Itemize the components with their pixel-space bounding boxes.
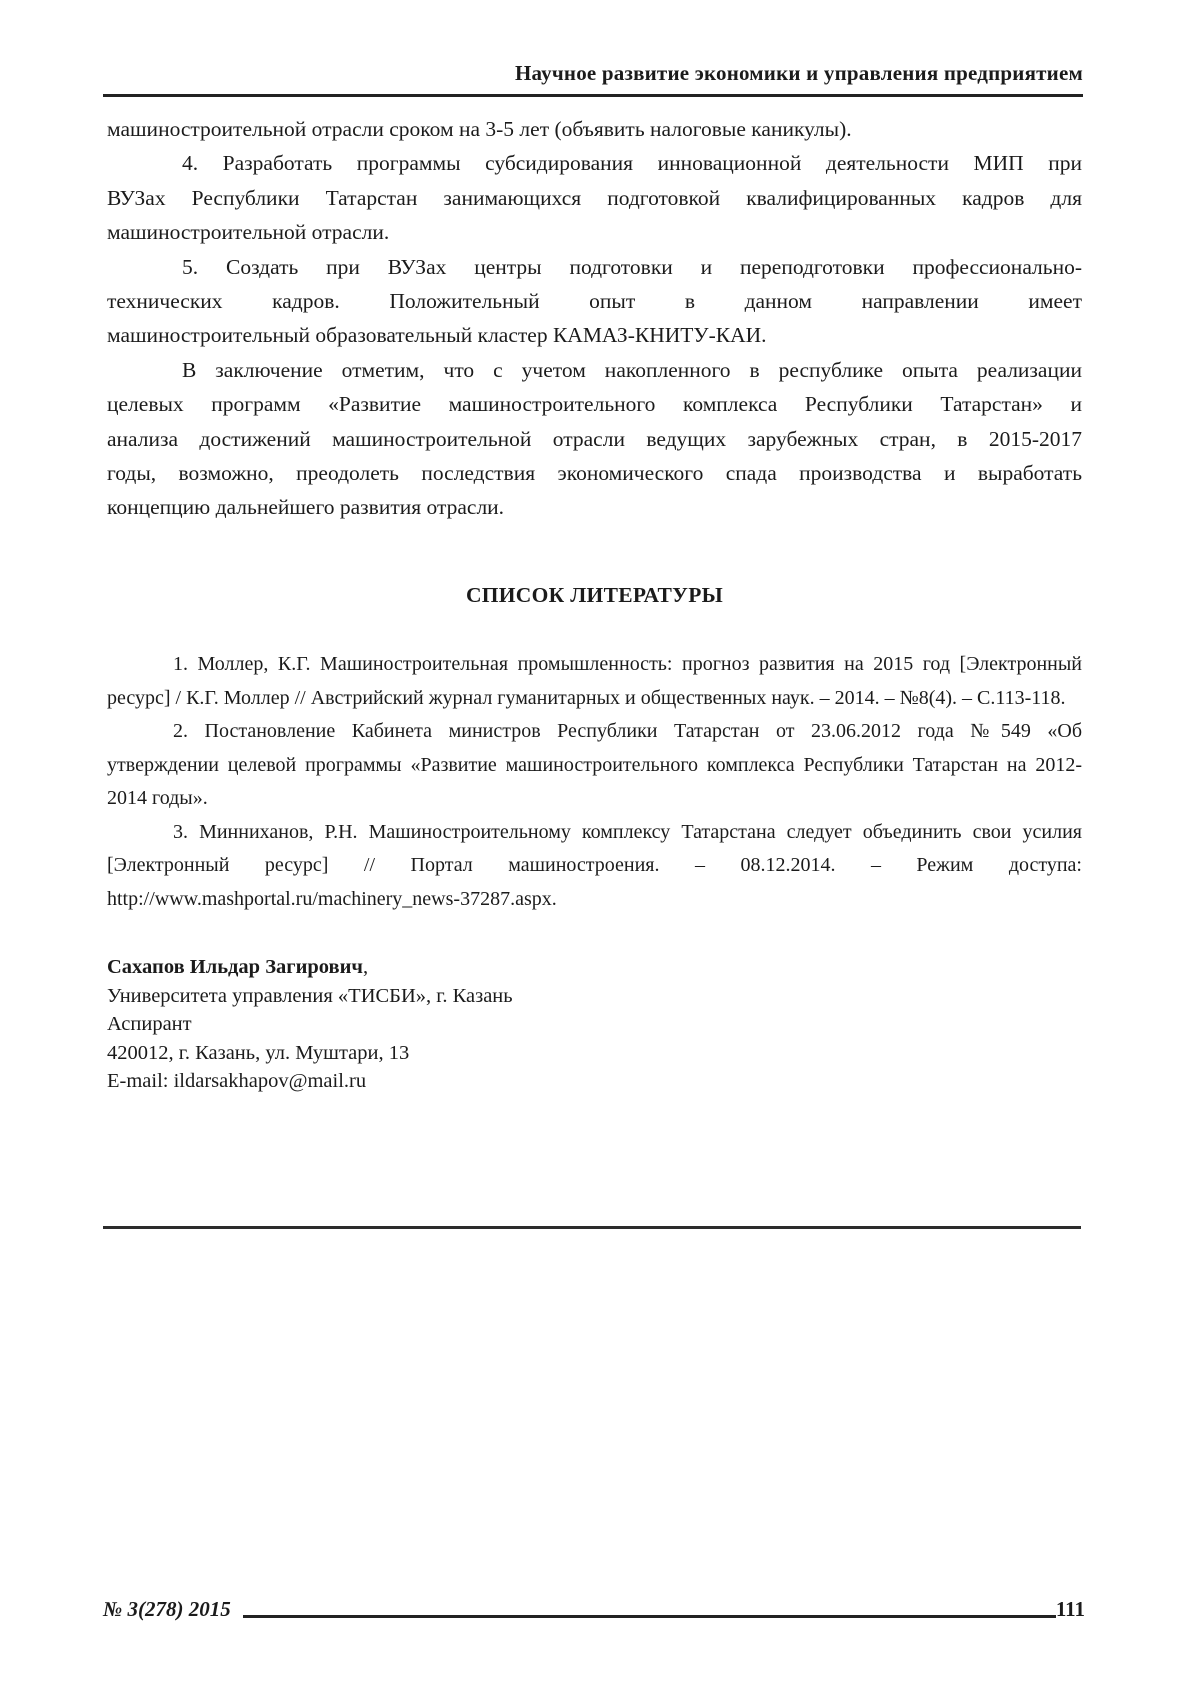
reference-item bbox=[107, 715, 1082, 816]
text-line: 2014 годы». bbox=[107, 787, 208, 809]
author-name-suffix: , bbox=[362, 956, 369, 978]
body-paragraph bbox=[107, 146, 1082, 249]
author-email: E-mail: ildarsakhapov@mail.ru bbox=[107, 1070, 367, 1093]
text-line: 2. Постановление Кабинета министров Республики Татарстан от 23.06.2012 года №549 «Об bbox=[173, 720, 1082, 742]
footer-rule bbox=[243, 1615, 1056, 1618]
text-line: В заключение отметим, что с учетом накопленного в республике опыта реализации bbox=[182, 357, 1082, 382]
text-line: ресурс] / К.Г. Моллер // Австрийский журнал гуманитарных и общественных наук. – 2014. – №8(4). – С.113-118. bbox=[107, 686, 1066, 709]
reference-url: http://www.mashportal.ru/machinery_news-37287.aspx. bbox=[107, 887, 557, 910]
author-position: Аспирант bbox=[107, 1013, 192, 1036]
text-line: технических кадров. Положительный опыт в данном направлении имеет bbox=[107, 289, 1082, 314]
body-paragraph bbox=[107, 353, 1082, 525]
author-address: 420012, г. Казань, ул. Муштари, 13 bbox=[107, 1041, 410, 1064]
text-line: анализа достижений машиностроительной отрасли ведущих зарубежных стран, в 2015-2017 bbox=[107, 426, 1082, 451]
text-line: [Электронный ресурс] // Портал машиностроения. – 08.12.2014. – Режим доступа: bbox=[107, 854, 1082, 876]
author-name: Сахапов Ильдар Загирович bbox=[107, 956, 363, 978]
body-paragraph bbox=[107, 250, 1082, 353]
separator-rule bbox=[103, 1226, 1081, 1229]
journal-issue: № 3(278) 2015 bbox=[103, 1597, 231, 1621]
author-block bbox=[107, 953, 1082, 1096]
author-affiliation: Университета управления «ТИСБИ», г. Казань bbox=[107, 984, 513, 1007]
reference-item bbox=[107, 648, 1082, 715]
text-line: машиностроительный образовательный кластер КАМАЗ-КНИТУ-КАИ. bbox=[107, 323, 767, 348]
text-line: 3. Минниханов, Р.Н. Машиностроительному комплексу Татарстана следует объединить свои усилия bbox=[173, 820, 1082, 843]
page-header bbox=[103, 58, 1083, 97]
reference-item bbox=[107, 816, 1082, 917]
text-line: машиностроительной отрасли. bbox=[107, 220, 390, 245]
text-line: годы, возможно, преодолеть последствия экономического спада производства и выработать bbox=[107, 461, 1082, 486]
body-paragraph bbox=[107, 112, 1082, 146]
page-footer bbox=[103, 1594, 1085, 1622]
references-list bbox=[107, 648, 1082, 916]
text-line: утверждении целевой программы «Развитие машиностроительного комплекса Республики Татарстан на 2012- bbox=[107, 753, 1082, 776]
text-line: концепцию дальнейшего развития отрасли. bbox=[107, 495, 505, 520]
text-line: целевых программ «Развитие машиностроительного комплекса Республики Татарстан» и bbox=[107, 392, 1082, 417]
running-head-title: Научное развитие экономики и управления предприятием bbox=[514, 61, 1083, 85]
article-body bbox=[107, 112, 1082, 525]
page-number: 111 bbox=[1055, 1597, 1085, 1621]
text-line: 1. Моллер, К.Г. Машиностроительная промышленность: прогноз развития на 2015 год [Электронный bbox=[173, 653, 1082, 675]
text-line: машиностроительной отрасли сроком на 3-5 лет (объявить налоговые каникулы). bbox=[107, 117, 852, 141]
text-line: 4. Разработать программы субсидирования инновационной деятельности МИП при bbox=[182, 151, 1082, 176]
text-line: ВУЗах Республики Татарстан занимающихся подготовкой квалифицированных кадров для bbox=[107, 185, 1082, 210]
author-name-line bbox=[107, 953, 1082, 982]
text-line: 5. Создать при ВУЗах центры подготовки и переподготовки профессионально- bbox=[182, 254, 1082, 279]
references-heading: СПИСОК ЛИТЕРАТУРЫ bbox=[465, 583, 724, 607]
